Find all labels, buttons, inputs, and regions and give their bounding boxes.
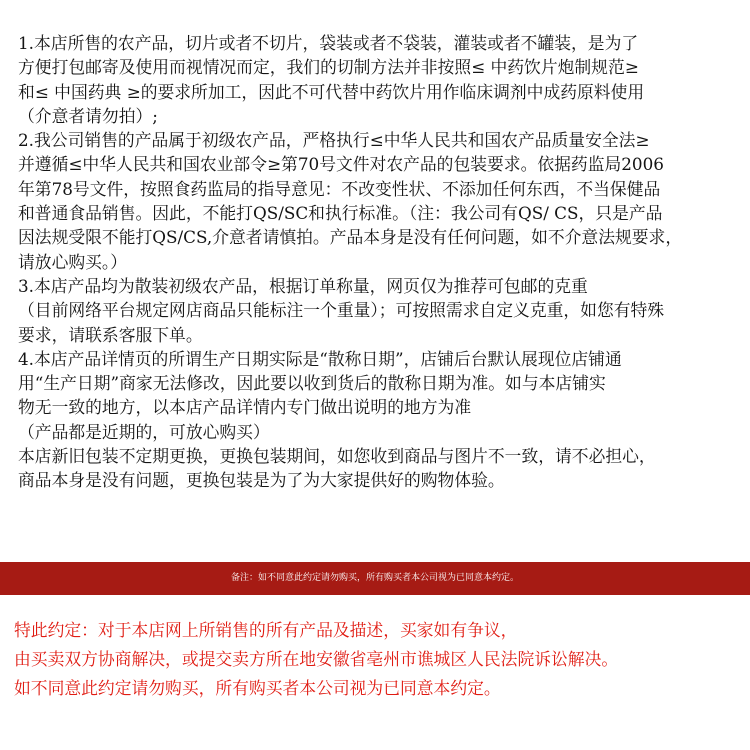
notice-line-14: 4.本店产品详情页的所谓生产日期实际是“散称日期”，店铺后台默认展现位店铺通 (18, 348, 622, 369)
notice-line-1: 1.本店所售的农产品，切片或者不切片，袋装或者不袋装，灌装或者不罐装，是为了 (18, 33, 639, 53)
notice-line-17: （产品都是近期的，可放心购买） (18, 421, 270, 442)
agreement-statement (14, 616, 736, 703)
notice-line-16: 物无一致的地方，以本店产品详情内专门做出说明的地方为准 (18, 397, 472, 418)
notice-line-8: 和普通食品销售。因此，不能打QS/SC和执行标准。（注：我公司有QS/ CS，只是产品 (18, 203, 663, 224)
notice-line-7: 年第78号文件，按照食药监局的指导意见：不改变性状、不添加任何东西，不当保健品 (18, 178, 661, 199)
notice-line-12: （目前网络平台规定网店商品只能标注一个重量）；可按照需求自定义克重，如您有特殊 (18, 300, 665, 321)
notice-line-5: 2.我公司销售的产品属于初级农产品，严格执行≤中华人民共和国农产品质量安全法≥ (18, 130, 650, 151)
purchase-notice (18, 31, 736, 493)
remark-banner: 备注：如不同意此约定请勿购买，所有购买者本公司视为已同意本约定。 (0, 562, 750, 595)
statement-line-2: 由买卖双方协商解决，或提交卖方所在地安徽省亳州市谯城区人民法院诉讼解决。 (14, 649, 619, 669)
notice-line-4: （介意者请勿拍）; (18, 105, 158, 126)
notice-line-11: 3.本店产品均为散装初级农产品，根据订单称量，网页仅为推荐可包邮的克重 (18, 275, 588, 296)
statement-line-1: 特此约定：对于本店网上所销售的所有产品及描述，买家如有争议， (14, 620, 518, 640)
notice-line-2: 方便打包邮寄及使用而视情况而定，我们的切制方法并非按照≤ 中药饮片炮制规范≥ (18, 57, 639, 78)
statement-line-3: 如不同意此约定请勿购买，所有购买者本公司视为已同意本约定。 (14, 678, 501, 698)
notice-line-6: 并遵循≤中华人民共和国农业部令≥第70号文件对农产品的包装要求。依据药监局2006 (18, 154, 664, 175)
notice-line-10: 请放心购买。） (18, 251, 128, 272)
notice-line-3: 和≤ 中国药典 ≥的要求所加工，因此不可代替中药饮片用作临床调剂中成药原料使用 (18, 81, 645, 102)
notice-line-19: 商品本身是没有问题，更换包装是为了为大家提供好的购物体验。 (18, 470, 505, 491)
notice-line-13: 要求，请联系客服下单。 (18, 324, 203, 345)
notice-line-9: 因法规受限不能打QS/CS,介意者请慎拍。产品本身是没有任何问题，如不介意法规要求， (18, 227, 683, 248)
notice-line-15: 用“生产日期”商家无法修改，因此要以收到货后的散称日期为准。如与本店铺实 (18, 373, 606, 394)
notice-line-18: 本店新旧包装不定期更换，更换包装期间，如您收到商品与图片不一致，请不必担心， (18, 446, 656, 467)
